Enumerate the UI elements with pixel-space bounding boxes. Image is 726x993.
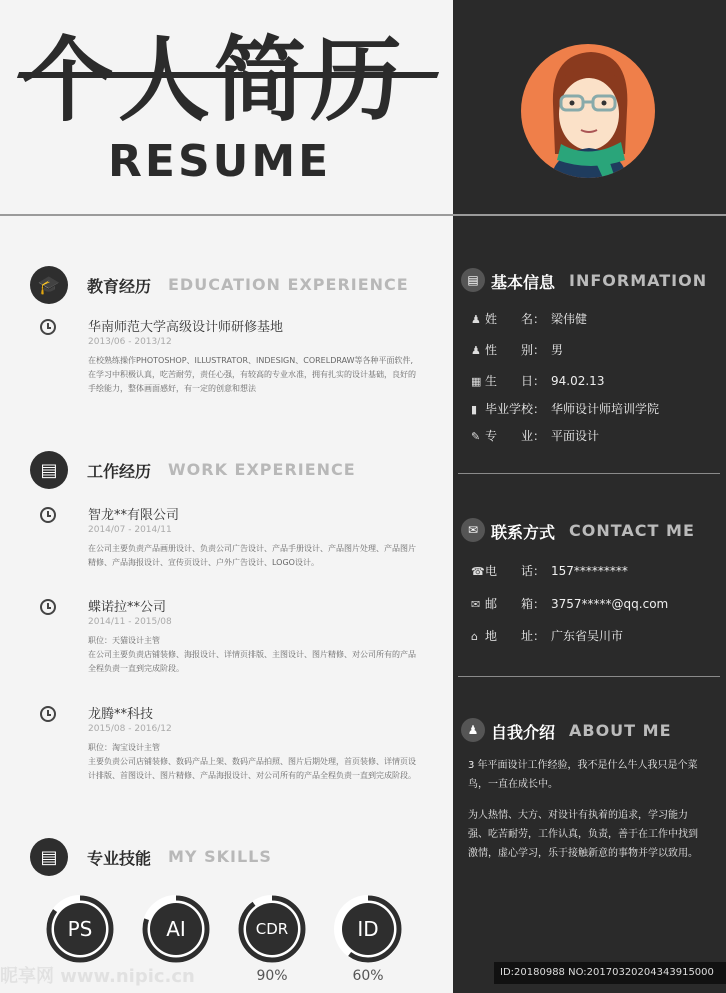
info-value: 平面设计 — [551, 429, 600, 443]
entry-date: 2014/11 - 2015/08 — [88, 617, 172, 627]
entry-name: 华南师范大学高级设计师研修基地 — [88, 320, 284, 335]
info-value: 华师设计师培训学院 — [551, 402, 660, 416]
entry-desc: 在公司主要负责产品画册设计、负责公司广告设计、产品手册设计、产品图片处理、产品图片精修、产品海报设计、宣传页设计、户外广告设计、LOGO设计。 — [88, 544, 416, 567]
person-icon: ♟ — [461, 718, 485, 742]
skills-title-en: MY SKILLS — [168, 847, 272, 866]
info-row-major — [471, 427, 599, 444]
info-row-school — [471, 400, 659, 417]
clock-icon — [40, 507, 56, 523]
about-paragraph-2: 为人热情、大方、对设计有执着的追求，学习能力强、吃苦耐劳，工作认真，负责，善于在工作中找到激情，虚心学习，乐于接触新意的事物并学以致用。 — [468, 810, 698, 859]
about-title-cn: 自我介绍 — [491, 723, 556, 742]
contact-row-email — [471, 595, 668, 612]
entry-desc: 职位：淘宝设计主管 主要负责公司店铺装修、数码产品上架、数码产品拍照、图片后期处理，首页装修、详情页设计排版、首图设计、图片精修、产品海报设计、对公司所有的产品全程负责一直到完成阶段。 — [88, 743, 416, 780]
skill-ps — [46, 895, 114, 963]
skill-cdr — [238, 895, 306, 963]
skill-id — [334, 895, 402, 963]
contact-title-cn: 联系方式 — [491, 523, 556, 542]
entry-desc: 在校熟练操作PHOTOSHOP、ILLUSTRATOR、INDESIGN、CORELDRAW等各种平面软件,在学习中积极认真，吃苦耐劳，责任心强，有较高的专业水准，拥有扎实的设计基础，良好的手绘能力，整体画面感好，有一定的创意和想法 — [88, 356, 416, 393]
image-id-bar: ID:20180988 NO:20170320204343915000 — [494, 962, 726, 984]
document-icon: ▤ — [461, 268, 485, 292]
document-icon: ▤ — [30, 838, 68, 876]
skills-title-cn: 专业技能 — [87, 849, 152, 868]
work-title-cn: 工作经历 — [87, 462, 152, 481]
education-title-cn: 教育经历 — [87, 277, 152, 296]
about-title-en: ABOUT ME — [569, 721, 672, 740]
entry-date: 2013/06 - 2013/12 — [88, 337, 172, 347]
info-title-en: INFORMATION — [569, 271, 708, 290]
resume-title-en: RESUME — [108, 136, 332, 187]
contact-value: 3757*****@qq.com — [551, 597, 669, 611]
info-key: 毕业学校： — [485, 402, 546, 416]
mail-icon: ✉ — [471, 598, 481, 611]
contact-key: 地 址： — [485, 629, 546, 643]
entry-name: 智龙**有限公司 — [88, 508, 180, 523]
education-title-en: EDUCATION EXPERIENCE — [168, 275, 409, 294]
info-value: 94.02.13 — [551, 374, 605, 388]
contact-value: 广东省吴川市 — [551, 629, 624, 643]
info-value: 男 — [551, 343, 564, 357]
edit-icon: ✎ — [471, 430, 481, 443]
contact-title-en: CONTACT ME — [569, 521, 695, 540]
skill-percent-cdr: 90% — [256, 968, 288, 984]
info-key: 生 日： — [485, 374, 546, 388]
skill-label: PS — [54, 903, 106, 955]
info-value: 梁伟健 — [551, 312, 588, 326]
contact-row-address — [471, 627, 623, 644]
home-icon: ⌂ — [471, 630, 478, 643]
calendar-icon: ▦ — [471, 375, 482, 388]
entry-desc: 职位：天猫设计主管 在公司主要负责店铺装修、海报设计、详情页排版、主图设计、图片精修、对公司所有的产品全程负责一直到完成阶段。 — [88, 636, 416, 673]
watermark: 昵享网 www.nipic.cn — [0, 966, 195, 987]
entry-name: 蝶诺拉**公司 — [88, 600, 167, 615]
skill-percent-id: 60% — [352, 968, 384, 984]
work-title-en: WORK EXPERIENCE — [168, 460, 356, 479]
right-divider — [458, 676, 720, 677]
skill-label: CDR — [246, 903, 298, 955]
info-key: 姓 名： — [485, 312, 546, 326]
clock-icon — [40, 599, 56, 615]
clock-icon — [40, 706, 56, 722]
contact-key: 电 话： — [485, 564, 546, 578]
skill-label: ID — [342, 903, 394, 955]
info-row-gender — [471, 341, 563, 358]
contact-value: 157********* — [551, 564, 628, 578]
contact-row-phone — [471, 562, 628, 579]
person-icon: ♟ — [471, 344, 481, 357]
graduation-cap-icon: 🎓 — [30, 266, 68, 304]
info-key: 专 业： — [485, 429, 546, 443]
header-divider — [0, 214, 726, 216]
resume-title-cn: 个人简历 — [22, 26, 407, 134]
contact-key: 邮 箱： — [485, 597, 546, 611]
info-row-name — [471, 310, 587, 327]
info-row-birthday — [471, 372, 604, 389]
person-icon: ♟ — [471, 313, 481, 326]
about-paragraph-1: 3 年平面设计工作经验，我不是什么牛人我只是个菜鸟，一直在成长中。 — [468, 760, 698, 790]
avatar — [521, 44, 655, 178]
info-title-cn: 基本信息 — [491, 273, 556, 292]
skill-ai — [142, 895, 210, 963]
phone-icon: ☎ — [471, 565, 485, 578]
right-divider — [458, 473, 720, 474]
mail-icon: ✉ — [461, 518, 485, 542]
entry-date: 2015/08 - 2016/12 — [88, 724, 172, 734]
school-icon: ▮ — [471, 403, 478, 416]
document-icon: ▤ — [30, 451, 68, 489]
clock-icon — [40, 319, 56, 335]
skill-label: AI — [150, 903, 202, 955]
info-key: 性 别： — [485, 343, 546, 357]
entry-name: 龙腾**科技 — [88, 707, 154, 722]
entry-date: 2014/07 - 2014/11 — [88, 525, 172, 535]
